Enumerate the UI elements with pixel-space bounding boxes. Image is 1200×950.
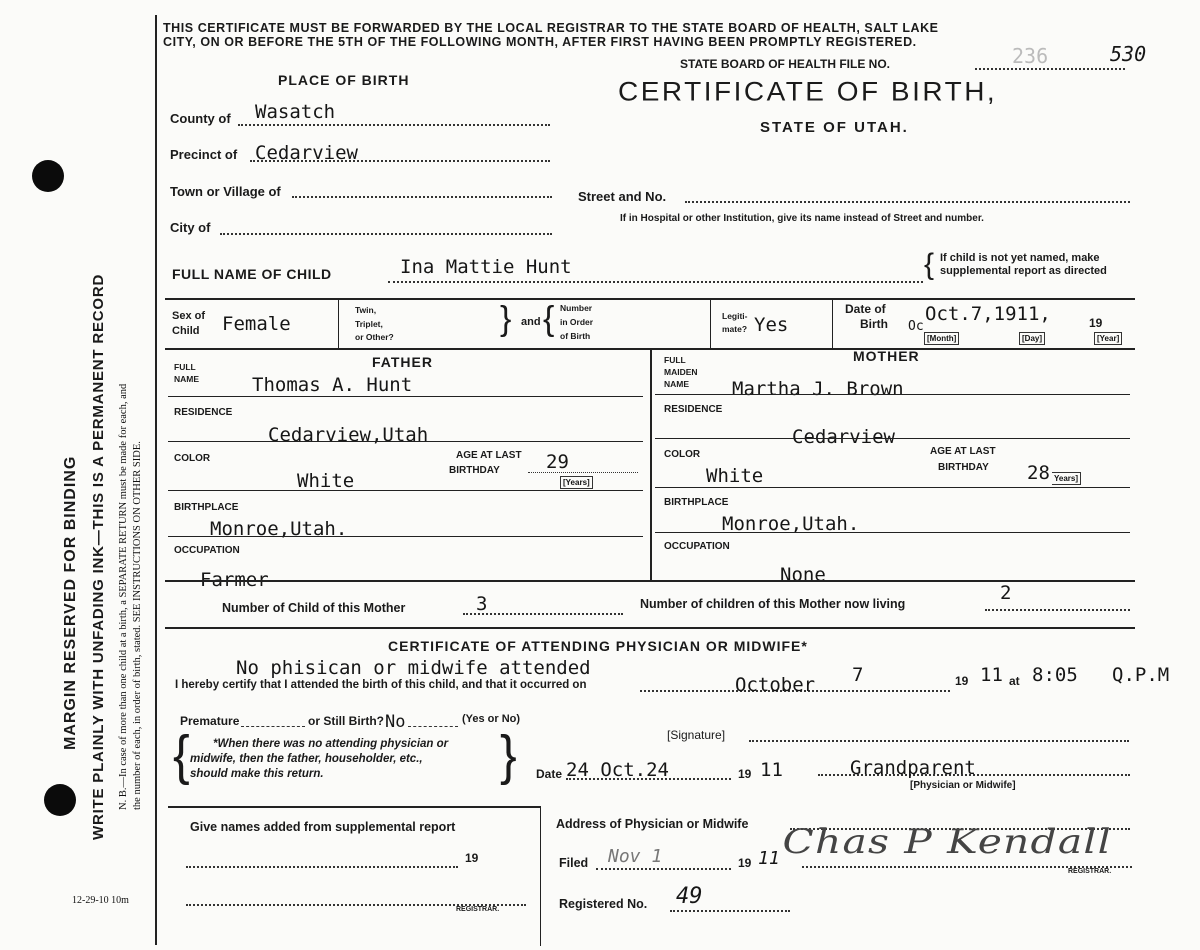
street-label: Street and No. [578,189,667,204]
father-color-value: White [297,470,355,492]
legit-value: Yes [754,314,789,336]
notice-line-2: CITY, ON OR BEFORE THE 5TH OF THE FOLLOWING MONTH, AFTER FIRST HAVING BEEN PROMPTLY REGISTERED. [163,35,917,49]
town-label: Town or Village of [170,184,281,199]
physician-heading: CERTIFICATE OF ATTENDING PHYSICIAN OR MIDWIFE* [388,638,808,654]
mother-color-value: White [706,465,764,487]
margin-binding-text: MARGIN RESERVED FOR BINDING [62,455,79,750]
father-full-label-2: NAME [174,374,200,384]
county-label: County of [170,111,231,126]
filed-year-value: 11 [758,848,780,869]
dob-label-2: Birth [860,317,888,331]
supplemental-text: Give names added from supplemental report [190,820,456,834]
year-caption: [Year] [1094,332,1122,345]
filed-year-prefix: 19 [738,856,752,870]
mother-residence-value: Cedarview [792,426,895,448]
form-left-border [155,15,157,945]
certify-text: I hereby certify that I attended the birth of this child, and that it occurred on [175,679,587,691]
father-name-value: Thomas A. Hunt [252,374,413,396]
mother-birthplace-value: Monroe,Utah. [722,513,860,535]
mother-residence-label: RESIDENCE [664,404,723,415]
sex-label-2: Child [172,325,200,337]
city-label: City of [170,220,211,235]
father-full-label-1: FULL [174,362,196,372]
hospital-note: If in Hospital or other Institution, give its name instead of Street and number. [620,213,984,224]
premature-label: Premature [180,714,240,728]
registered-label: Registered No. [559,897,648,911]
signature-caption: [Signature] [667,728,726,742]
father-occupation-label: OCCUPATION [174,545,240,556]
and-label: and [521,316,541,328]
children-living-value: 2 [1000,582,1012,604]
twin-label-1: Twin, [355,305,377,315]
supplemental-registrar-caption: REGISTRAR. [456,906,500,913]
certificate-title: CERTIFICATE OF BIRTH, [618,76,998,107]
father-birthplace-label: BIRTHPLACE [174,502,239,513]
mother-occupation-label: OCCUPATION [664,541,730,552]
signer-value: Grandparent [850,757,976,779]
mother-name-value: Martha J. Brown [732,378,904,400]
precinct-label: Precinct of [170,147,238,162]
child-number-label: Number of Child of this Mother [222,601,406,615]
date-year-value: 11 [760,759,783,781]
order-label-1: Number [560,303,593,313]
certificate-subtitle: STATE OF UTAH. [760,119,909,136]
margin-nb-line2: the number of each, in order of birth, stated. SEE INSTRUCTIONS ON OTHER SIDE. [132,441,143,810]
legit-label-1: Legiti- [722,311,748,321]
at-label: at [1009,674,1020,688]
month-caption: [Month] [924,332,959,345]
father-color-label: COLOR [174,453,211,464]
father-age-label-2: BIRTHDAY [449,465,500,476]
birth-year-value: 11 [980,664,1003,686]
date-value: 24 Oct.24 [566,759,669,781]
mother-heading: MOTHER [853,348,920,364]
father-birthplace-value: Monroe,Utah. [210,518,348,540]
sex-value: Female [222,313,291,335]
filed-value: Nov 1 [608,846,663,867]
day-caption: [Day] [1019,332,1045,345]
father-age-value: 29 [546,451,569,473]
mother-full-label-2: MAIDEN [664,367,698,377]
child-name-value: Ina Mattie Hunt [400,256,572,278]
unnamed-note-1: If child is not yet named, make [940,252,1100,264]
birth-time-suffix: Q.P.M [1112,664,1170,686]
twin-label-3: or Other? [355,332,394,342]
precinct-value: Cedarview [255,142,358,164]
mother-color-label: COLOR [664,449,701,460]
order-label-3: of Birth [560,331,591,341]
sex-label-1: Sex of [172,310,206,322]
order-label-2: in Order [560,317,594,327]
mother-full-label-1: FULL [664,355,686,365]
notice-line-1: THIS CERTIFICATE MUST BE FORWARDED BY THE LOCAL REGISTRAR TO THE STATE BOARD OF HEALTH, SALT LAKE [163,21,939,35]
date-label: Date [536,767,563,781]
binding-hole-top [32,160,64,192]
stillbirth-value: No [385,712,406,732]
father-residence-label: RESIDENCE [174,407,233,418]
dob-label-1: Date of [845,302,886,316]
dob-pre: Oc [908,319,924,334]
registrar-caption: REGISTRAR. [1068,868,1112,875]
registered-value: 49 [676,884,703,909]
legit-label-2: mate? [722,324,748,334]
margin-ink-text: WRITE PLAINLY WITH UNFADING INK—THIS IS A PERMANENT RECORD [90,273,107,840]
mother-age-label-2: BIRTHDAY [938,462,989,473]
father-occupation-value: Farmer [200,569,269,591]
file-number-value: 236 [1012,44,1049,68]
file-number-handwritten: 530 [1110,42,1147,66]
mother-age-label-1: AGE AT LAST [930,446,996,457]
children-living-label: Number of children of this Mother now living [640,597,906,611]
birth-certificate-page: MARGIN RESERVED FOR BINDING WRITE PLAINLY WITH UNFADING INK—THIS IS A PERMANENT RECORD N. B.—In case of more than one child at a birth, a SEPARATE RETURN must be made for each, and the number of each, in order of birth, stated. SEE INSTRUCTIONS ON OTHER SIDE. 12-29-10 10m THIS CERTIFICATE MUST BE FORWARDED BY THE LOCAL REGISTRAR TO THE STATE BOARD OF HEALTH, SALT LAKE CITY, ON OR BEFORE THE 5TH OF THE FOLLOWING MONTH, AFTER FIRST HAVING BEEN PROMPTLY REGISTERED. STATE BOARD OF HEALTH FILE NO. 236 530 CERTIFICATE OF BIRTH, STATE OF UTAH. PLACE OF BIRTH County of Wasatch Precinct of Cedarview Town or Village of City of Street and No. If in Hospital or other Institution, give its name instead of Street and number. FULL NAME OF CHILD Ina Mattie Hunt { If child is not yet named, make supplemental report as directed Sex of Child Female Twin, Triplet, or Other? } and { Number in Order of Birth Legiti- mate? Yes Date of Birth Oc Oct.7,1911, 19 [Month] [Day] [Year] FATHER FULL NAME Thomas A. Hunt RESIDENCE Cedarview,Utah COLOR White AGE AT LAST BIRTHDAY 29 [Years] BIRTHPLACE Monroe,Utah. OCCUPATION Farmer MOTHER FULL MAIDEN NAME Martha J. Brown RESIDENCE Cedarview COLOR White AGE AT LAST BIRTHDAY 28 Years] BIRTHPLACE Monroe,Utah. OCCUPATION None Number of Child of this Mother 3 Number of children of this Mother now living 2 CERTIFICATE OF ATTENDING PHYSICIAN OR MIDWIFE* No phisican or midwife attended I hereby certify that I attended the birth of this child, and that it occurred on October 7 19 11 at 8:05 Q.P.M Premature or Still Birth? No (Yes or No) { *When there was no attending physician or midwife, then the father, householder, etc., should make this return. } [Signature] Date 24 Oct.24 19 11 Grandparent [Physician or Midwife] Give names added from supplemental report 19 REGISTRAR. Address of Physician or Midwife Filed Nov 1 19 11 Chas P Kendall REGISTRAR. Registered No. 49 [0,0,1200,950]
place-of-birth-heading: PLACE OF BIRTH [278,72,410,88]
father-age-label-1: AGE AT LAST [456,450,522,461]
birth-month-value: October [735,674,816,696]
star-note-3: should make this return. [190,768,324,780]
birth-year-prefix: 19 [955,674,969,688]
dob-year-suffix: 19 [1089,316,1103,330]
stillbirth-label: or Still Birth? [308,714,384,728]
signer-caption: [Physician or Midwife] [910,780,1016,791]
registrar-signature: Chas P Kendall [782,822,1112,862]
father-years-caption: [Years] [560,476,593,489]
yes-no-caption: (Yes or No) [462,713,521,725]
county-value: Wasatch [255,101,336,123]
form-code: 12-29-10 10m [72,895,129,906]
physician-typed-note: No phisican or midwife attended [236,657,591,679]
father-heading: FATHER [372,354,433,370]
date-year-prefix: 19 [738,767,752,781]
margin-nb-line1: N. B.—In case of more than one child at a birth, a SEPARATE RETURN must be made for each, and [118,383,129,810]
address-label: Address of Physician or Midwife [556,817,749,831]
dob-value: Oct.7,1911, [925,303,1051,325]
unnamed-note-2: supplemental report as directed [940,265,1107,277]
mother-age-value: 28 [1027,462,1050,484]
twin-label-2: Triplet, [355,319,383,329]
mother-birthplace-label: BIRTHPLACE [664,497,729,508]
star-note-1: *When there was no attending physician or [213,738,449,750]
mother-years-caption: Years] [1052,472,1081,485]
birth-day-value: 7 [852,664,864,686]
filed-label: Filed [559,856,589,870]
star-note-2: midwife, then the father, householder, etc., [190,753,423,765]
child-number-value: 3 [476,593,488,615]
birth-time-value: 8:05 [1032,664,1078,686]
full-name-label: FULL NAME OF CHILD [172,266,332,282]
mother-occupation-value: None [780,564,826,586]
file-number-label: STATE BOARD OF HEALTH FILE NO. [680,57,890,71]
supplemental-year-prefix: 19 [465,851,479,865]
father-residence-value: Cedarview,Utah [268,424,429,446]
mother-full-label-3: NAME [664,379,690,389]
binding-hole-bottom [44,784,76,816]
